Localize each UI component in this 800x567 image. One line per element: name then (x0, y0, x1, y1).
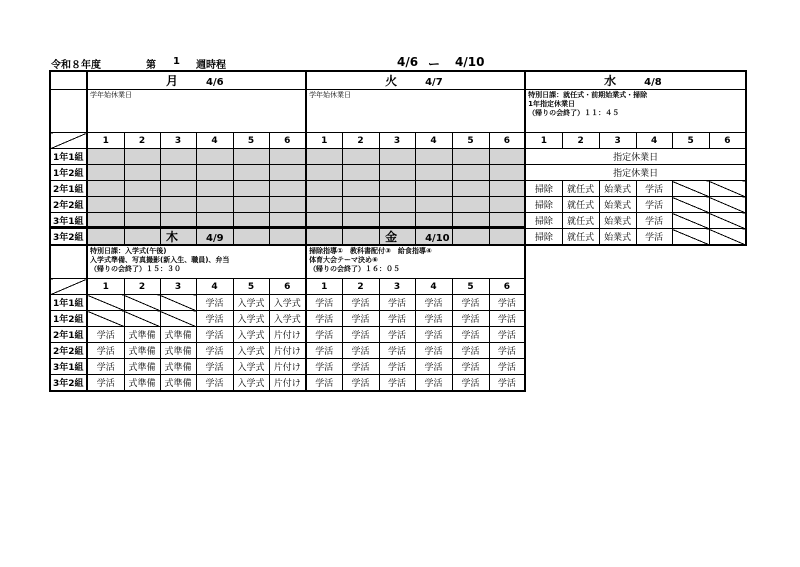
range-start: 4/6 (397, 55, 419, 69)
period-header: 3 (379, 279, 415, 295)
schedule-cell: 入学式 (233, 343, 269, 359)
schedule-cell: 学活 (379, 359, 415, 375)
range-separator: ー (428, 57, 441, 71)
empty-diagonal-cell (160, 295, 196, 311)
period-header: 3 (160, 279, 196, 295)
period-header: 4 (196, 133, 233, 149)
class-label: 1年2組 (50, 311, 87, 327)
closed-cell (269, 149, 306, 165)
period-header: 6 (269, 133, 306, 149)
closed-cell (415, 197, 452, 213)
closed-cell (87, 165, 124, 181)
note-fri: 掃除指導① 教科書配付③ 給食指導④ 体育大会テーマ決め⑥ （帰りの会終了）１６：０５ (306, 246, 525, 279)
schedule-cell: 学活 (196, 327, 233, 343)
closed-cell (233, 197, 269, 213)
closed-cell (196, 197, 233, 213)
schedule-cell: 掃除 (525, 229, 562, 246)
schedule-cell: 式準備 (160, 359, 196, 375)
schedule-cell: 学活 (452, 359, 489, 375)
period-header: 1 (525, 133, 562, 149)
period-header: 1 (306, 133, 342, 149)
closed-cell (452, 149, 489, 165)
period-header: 2 (562, 133, 599, 149)
schedule-cell: 始業式 (599, 197, 636, 213)
period-header: 2 (342, 279, 379, 295)
empty-diagonal-cell (124, 295, 160, 311)
period-header: 5 (233, 279, 269, 295)
empty-diagonal-cell (672, 213, 709, 229)
schedule-cell: 就任式 (562, 213, 599, 229)
closed-cell (87, 149, 124, 165)
schedule-cell: 片付け (269, 359, 306, 375)
schedule-cell: 就任式 (562, 229, 599, 246)
day-header-fri: 金 4/10 (306, 227, 525, 246)
schedule-cell: 学活 (379, 295, 415, 311)
closed-cell (489, 149, 525, 165)
table-row (50, 197, 746, 213)
closed-cell (160, 165, 196, 181)
schedule-cell: 学活 (636, 213, 672, 229)
schedule-cell: 学活 (87, 343, 124, 359)
closed-cell (306, 149, 342, 165)
period-header: 1 (306, 279, 342, 295)
period-header: 6 (709, 133, 746, 149)
schedule-cell: 式準備 (124, 359, 160, 375)
blank-cell (50, 246, 87, 279)
schedule-cell: 学活 (452, 295, 489, 311)
class-label: 3年1組 (50, 359, 87, 375)
period-header: 4 (636, 133, 672, 149)
table-row (50, 343, 525, 359)
period-header: 2 (124, 133, 160, 149)
schedule-cell: 式準備 (124, 327, 160, 343)
empty-diagonal-cell (672, 229, 709, 246)
table-row (50, 181, 746, 197)
closed-cell (452, 181, 489, 197)
schedule-cell: 入学式 (233, 375, 269, 392)
schedule-cell: 式準備 (124, 343, 160, 359)
period-header: 5 (452, 279, 489, 295)
closed-cell (415, 149, 452, 165)
schedule-cell: 始業式 (599, 213, 636, 229)
school-year: 令和８年度 (51, 60, 101, 71)
empty-diagonal-cell (160, 311, 196, 327)
class-label: 3年2組 (50, 229, 87, 246)
blank-cell (50, 227, 87, 246)
schedule-cell: 学活 (342, 343, 379, 359)
schedule-cell: 学活 (415, 311, 452, 327)
schedule-cell: 式準備 (160, 375, 196, 392)
schedule-cell: 学活 (87, 375, 124, 392)
schedule-cell: 式準備 (124, 375, 160, 392)
class-label: 3年2組 (50, 375, 87, 392)
table-row (50, 375, 525, 392)
note-thu: 特別日課：入学式(午後) 入学式準備、写真撮影(新入生、職員)、弁当 （帰りの会終了）１５：３０ (87, 246, 306, 279)
schedule-cell: 学活 (306, 375, 342, 392)
class-label: 3年1組 (50, 213, 87, 229)
empty-diagonal-cell (672, 181, 709, 197)
period-header: 4 (415, 133, 452, 149)
schedule-cell: 就任式 (562, 181, 599, 197)
period-header: 6 (489, 133, 525, 149)
schedule-cell: 学活 (379, 311, 415, 327)
schedule-cell: 式準備 (160, 343, 196, 359)
empty-diagonal-cell (87, 311, 124, 327)
schedule-cell: 学活 (489, 311, 525, 327)
schedule-cell: 学活 (87, 359, 124, 375)
schedule-cell: 掃除 (525, 181, 562, 197)
schedule-cell: 入学式 (233, 311, 269, 327)
blank-cell (50, 71, 87, 90)
schedule-cell: 学活 (636, 197, 672, 213)
blank-cell (50, 90, 87, 133)
schedule-cell: 学活 (452, 343, 489, 359)
note-tue: 学年始休業日 (306, 90, 525, 133)
closed-cell (124, 181, 160, 197)
closed-cell (342, 181, 379, 197)
schedule-cell: 入学式 (269, 295, 306, 311)
table-row (50, 165, 746, 181)
schedule-cell: 学活 (196, 359, 233, 375)
schedule-cell: 学活 (415, 359, 452, 375)
class-label: 2年2組 (50, 343, 87, 359)
week-label: 第 (146, 60, 156, 71)
class-label: 2年1組 (50, 327, 87, 343)
closed-cell (233, 149, 269, 165)
period-header: 3 (379, 133, 415, 149)
schedule-cell: 学活 (342, 295, 379, 311)
closed-cell (379, 181, 415, 197)
closed-cell (379, 165, 415, 181)
schedule-cell: 掃除 (525, 213, 562, 229)
schedule-cell: 片付け (269, 343, 306, 359)
class-label: 2年2組 (50, 197, 87, 213)
class-label: 2年1組 (50, 181, 87, 197)
closed-cell (379, 197, 415, 213)
table-row (50, 359, 525, 375)
period-header: 5 (672, 133, 709, 149)
closed-cell (342, 165, 379, 181)
class-label: 1年2組 (50, 165, 87, 181)
table-row (50, 327, 525, 343)
schedule-cell: 入学式 (233, 359, 269, 375)
period-header: 5 (452, 133, 489, 149)
schedule-cell: 学活 (87, 327, 124, 343)
designated-holiday-cell: 指定休業日 (525, 149, 746, 165)
period-header: 1 (87, 133, 124, 149)
closed-cell (306, 181, 342, 197)
period-header: 3 (599, 133, 636, 149)
closed-cell (233, 181, 269, 197)
schedule-cell: 学活 (452, 327, 489, 343)
week-number: 1 (173, 56, 180, 67)
schedule-cell: 学活 (306, 327, 342, 343)
period-header: 6 (269, 279, 306, 295)
closed-cell (452, 197, 489, 213)
closed-cell (160, 149, 196, 165)
closed-cell (306, 197, 342, 213)
schedule-cell: 学活 (196, 295, 233, 311)
closed-cell (160, 197, 196, 213)
closed-cell (452, 165, 489, 181)
empty-diagonal-cell (709, 181, 746, 197)
schedule-cell: 始業式 (599, 229, 636, 246)
schedule-cell: 学活 (196, 311, 233, 327)
schedule-cell: 学活 (489, 327, 525, 343)
closed-cell (415, 181, 452, 197)
table-row (50, 149, 746, 165)
range-end: 4/10 (455, 55, 485, 69)
closed-cell (379, 149, 415, 165)
table-row (50, 295, 525, 311)
schedule-cell: 入学式 (233, 327, 269, 343)
closed-cell (196, 165, 233, 181)
day-header-thu: 木 4/9 (87, 227, 306, 246)
schedule-cell: 学活 (489, 295, 525, 311)
table-row (50, 311, 525, 327)
schedule-cell: 入学式 (269, 311, 306, 327)
schedule-cell: 掃除 (525, 197, 562, 213)
schedule-cell: 片付け (269, 327, 306, 343)
schedule-cell: 学活 (306, 359, 342, 375)
schedule-cell: 学活 (489, 375, 525, 392)
note-mon: 学年始休業日 (87, 90, 306, 133)
closed-cell (342, 149, 379, 165)
period-header: 4 (415, 279, 452, 295)
empty-diagonal-cell (87, 295, 124, 311)
closed-cell (87, 197, 124, 213)
schedule-cell: 片付け (269, 375, 306, 392)
closed-cell (124, 165, 160, 181)
closed-cell (489, 181, 525, 197)
closed-cell (124, 149, 160, 165)
schedule-cell: 学活 (379, 327, 415, 343)
period-header: 6 (489, 279, 525, 295)
schedule-cell: 学活 (489, 359, 525, 375)
closed-cell (269, 197, 306, 213)
empty-diagonal-cell (709, 197, 746, 213)
empty-diagonal-cell (124, 311, 160, 327)
empty-diagonal-cell (709, 229, 746, 246)
schedule-cell: 学活 (452, 311, 489, 327)
schedule-cell: 始業式 (599, 181, 636, 197)
closed-cell (415, 165, 452, 181)
closed-cell (87, 181, 124, 197)
period-header: 1 (87, 279, 124, 295)
schedule-cell: 学活 (489, 343, 525, 359)
period-header: 4 (196, 279, 233, 295)
schedule-cell: 学活 (342, 327, 379, 343)
schedule-cell: 学活 (196, 375, 233, 392)
closed-cell (489, 197, 525, 213)
period-header: 5 (233, 133, 269, 149)
schedule-table-mon-wed (49, 70, 747, 246)
closed-cell (489, 165, 525, 181)
schedule-cell: 学活 (306, 295, 342, 311)
day-header-tue: 火 4/7 (306, 71, 525, 90)
schedule-table-thu-fri (49, 226, 526, 392)
corner-diagonal-cell (50, 133, 87, 149)
closed-cell (124, 197, 160, 213)
closed-cell (269, 181, 306, 197)
period-header: 2 (124, 279, 160, 295)
day-header-mon: 月 4/6 (87, 71, 306, 90)
schedule-cell: 学活 (342, 359, 379, 375)
class-label: 1年1組 (50, 295, 87, 311)
schedule-cell: 学活 (379, 343, 415, 359)
closed-cell (306, 165, 342, 181)
schedule-cell: 学活 (306, 343, 342, 359)
empty-diagonal-cell (672, 197, 709, 213)
closed-cell (160, 181, 196, 197)
schedule-cell: 学活 (306, 311, 342, 327)
class-label: 1年1組 (50, 149, 87, 165)
empty-diagonal-cell (709, 213, 746, 229)
schedule-cell: 学活 (415, 375, 452, 392)
schedule-cell: 学活 (415, 295, 452, 311)
schedule-cell: 学活 (379, 375, 415, 392)
note-wed: 特別日課：就任式・前期始業式・掃除 1年指定休業日 （帰りの会終了）１１：４５ (525, 90, 746, 133)
closed-cell (196, 149, 233, 165)
designated-holiday-cell: 指定休業日 (525, 165, 746, 181)
schedule-cell: 学活 (636, 229, 672, 246)
schedule-cell: 学活 (342, 311, 379, 327)
closed-cell (269, 165, 306, 181)
schedule-cell: 学活 (342, 375, 379, 392)
period-header: 2 (342, 133, 379, 149)
closed-cell (233, 165, 269, 181)
schedule-cell: 学活 (636, 181, 672, 197)
schedule-cell: 就任式 (562, 197, 599, 213)
week-suffix: 週時程 (196, 60, 226, 71)
corner-diagonal-cell (50, 279, 87, 295)
period-header: 3 (160, 133, 196, 149)
schedule-cell: 学活 (452, 375, 489, 392)
day-header-wed: 水 4/8 (525, 71, 746, 90)
schedule-cell: 式準備 (160, 327, 196, 343)
schedule-cell: 学活 (415, 327, 452, 343)
closed-cell (196, 181, 233, 197)
schedule-cell: 学活 (196, 343, 233, 359)
schedule-cell: 入学式 (233, 295, 269, 311)
schedule-cell: 学活 (415, 343, 452, 359)
closed-cell (342, 197, 379, 213)
